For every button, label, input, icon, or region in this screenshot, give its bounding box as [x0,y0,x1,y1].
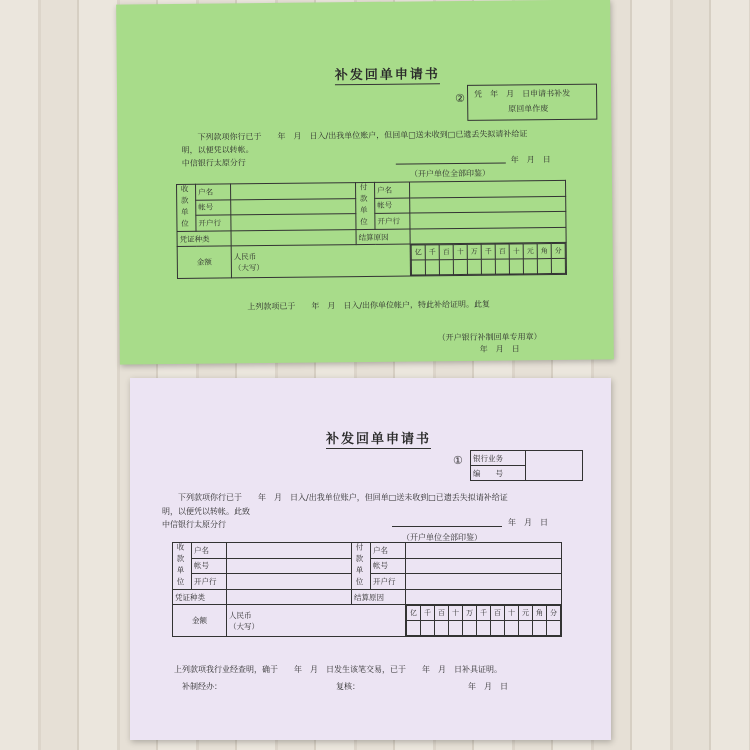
reason-label: 结算原因 [352,590,406,605]
request-paragraph-line1: 下列款项你行已于 年 月 日入/出我单位账户，但回单□送未收到□已遗丢失拟请补给证 [197,129,528,142]
voucher-type-cell [231,230,356,246]
digit-header: 千 [477,606,491,621]
payee-account-label: 帐号 [371,558,406,574]
maker-label: 补制经办： [182,682,222,691]
seal-note: （开户单位全部印鉴） [402,533,482,542]
voucher-type-label: 凭证种类 [177,231,231,247]
request-paragraph-line2: 明，以便凭以转帐。 [181,145,254,155]
payer-account-cell [227,558,352,574]
payer-account-label: 帐号 [196,200,231,216]
payee-group-label: 付款单位 [352,543,371,590]
digit-header: 分 [551,243,565,258]
signature-line [392,526,502,527]
bank-name: 中信银行太原分行 [181,158,246,168]
bank-confirmation-line: 上列款项已于 年 月 日入/出你单位帐户，特此补给证明。此复 [247,299,491,312]
payee-name-label: 户名 [371,543,406,559]
date-label: 年 月 日 [510,155,551,165]
payer-bank-label: 开户行 [192,574,227,590]
serial-number-label: 编 号 [471,466,526,481]
form-title: 补发回单申请书 [335,63,440,85]
digit-header: 百 [439,245,453,260]
digit-header: 十 [449,606,463,621]
digit-header: 十 [505,606,519,621]
request-paragraph-line1: 下列款项你行已于 年 月 日入/出我单位账户，但回单□送未收到□已遗丢失拟请补给证 [178,493,508,502]
payee-account-cell [406,558,562,574]
payer-group-label: 收款单位 [177,184,196,231]
payer-group-label: 收款单位 [173,543,192,590]
void-note-line2: 原回单作废 [508,104,549,114]
capital-label: （大写） [229,621,259,631]
digit-header: 十 [509,244,523,259]
reason-cell [410,227,566,244]
payee-group-label: 付款单位 [356,182,375,229]
payer-account-label: 帐号 [192,558,227,574]
void-note-line1: 凭 年 月 日申请书补发 [474,88,571,99]
digit-grid [406,605,561,636]
currency-label: 人民币 [233,251,257,261]
digit-header: 元 [523,244,537,259]
bank-date: 年 月 日 [468,682,508,691]
digit-header: 千 [481,244,495,259]
payee-bank-cell [410,212,566,229]
amount-digits-cell [406,605,562,637]
digit-header: 角 [533,606,547,621]
bank-confirmation-line: 上列款项我行业经查明，确于 年 月 日发生该笔交易，已于 年 月 日补具证明。 [174,665,502,674]
payee-name-label: 户名 [375,182,410,198]
payer-bank-label: 开户行 [196,215,231,231]
payment-table [176,180,567,279]
reason-cell [406,590,562,605]
payee-name-cell [406,543,562,559]
bank-business-box [470,450,583,481]
digit-header: 百 [435,606,449,621]
copy-number: ① [453,454,463,467]
void-note-box [467,84,597,121]
amount-label: 金额 [173,605,227,637]
amount-words-cell [227,605,406,637]
voucher-type-cell [227,590,352,605]
payee-bank-cell [406,574,562,590]
digit-header: 元 [519,606,533,621]
amount-words-cell [231,244,410,278]
bank-stamp-note: （开户银行补制回单专用章） [437,332,542,343]
bank-name: 中信银行太原分行 [162,520,226,529]
payment-table [172,542,562,637]
amount-label: 金额 [177,246,231,279]
copy-number: ② [455,91,466,106]
payer-name-label: 户名 [192,543,227,559]
reviewer-label: 复核： [336,682,360,691]
digit-header: 万 [463,606,477,621]
reason-label: 结算原因 [356,229,410,245]
payer-name-label: 户名 [196,184,231,200]
payee-bank-label: 开户行 [371,574,406,590]
payer-name-cell [231,183,356,200]
digit-header: 角 [537,244,551,259]
digit-grid [411,243,566,276]
payer-bank-cell [227,574,352,590]
payee-account-cell [410,196,566,213]
amount-digits-cell [410,242,566,276]
request-paragraph-line2: 明，以便凭以转帐。此致 [162,507,250,516]
form-title: 补发回单申请书 [326,428,431,449]
payee-account-label: 帐号 [375,198,410,214]
bank-business-label: 银行业务 [471,451,526,466]
payer-account-cell [231,198,356,215]
digit-header: 百 [491,606,505,621]
digit-header: 千 [425,245,439,260]
digit-header: 千 [421,606,435,621]
bank-date: 年 月 日 [479,344,520,354]
digit-header: 亿 [411,245,425,260]
date-label: 年 月 日 [508,518,548,527]
payee-bank-label: 开户行 [375,213,410,229]
pink-application-form [130,378,611,740]
signature-line [396,163,506,165]
voucher-type-label: 凭证种类 [173,590,227,605]
green-application-form [116,0,614,365]
seal-note: （开户单位全部印鉴） [409,168,490,179]
digit-header: 百 [495,244,509,259]
payer-name-cell [227,543,352,559]
digit-header: 分 [547,606,561,621]
payer-bank-cell [231,214,356,231]
digit-header: 亿 [407,606,421,621]
digit-header: 万 [467,244,481,259]
bank-business-value [526,451,583,481]
payee-name-cell [410,180,566,197]
digit-header: 十 [453,244,467,259]
capital-label: （大写） [233,262,264,272]
currency-label: 人民币 [229,610,252,620]
